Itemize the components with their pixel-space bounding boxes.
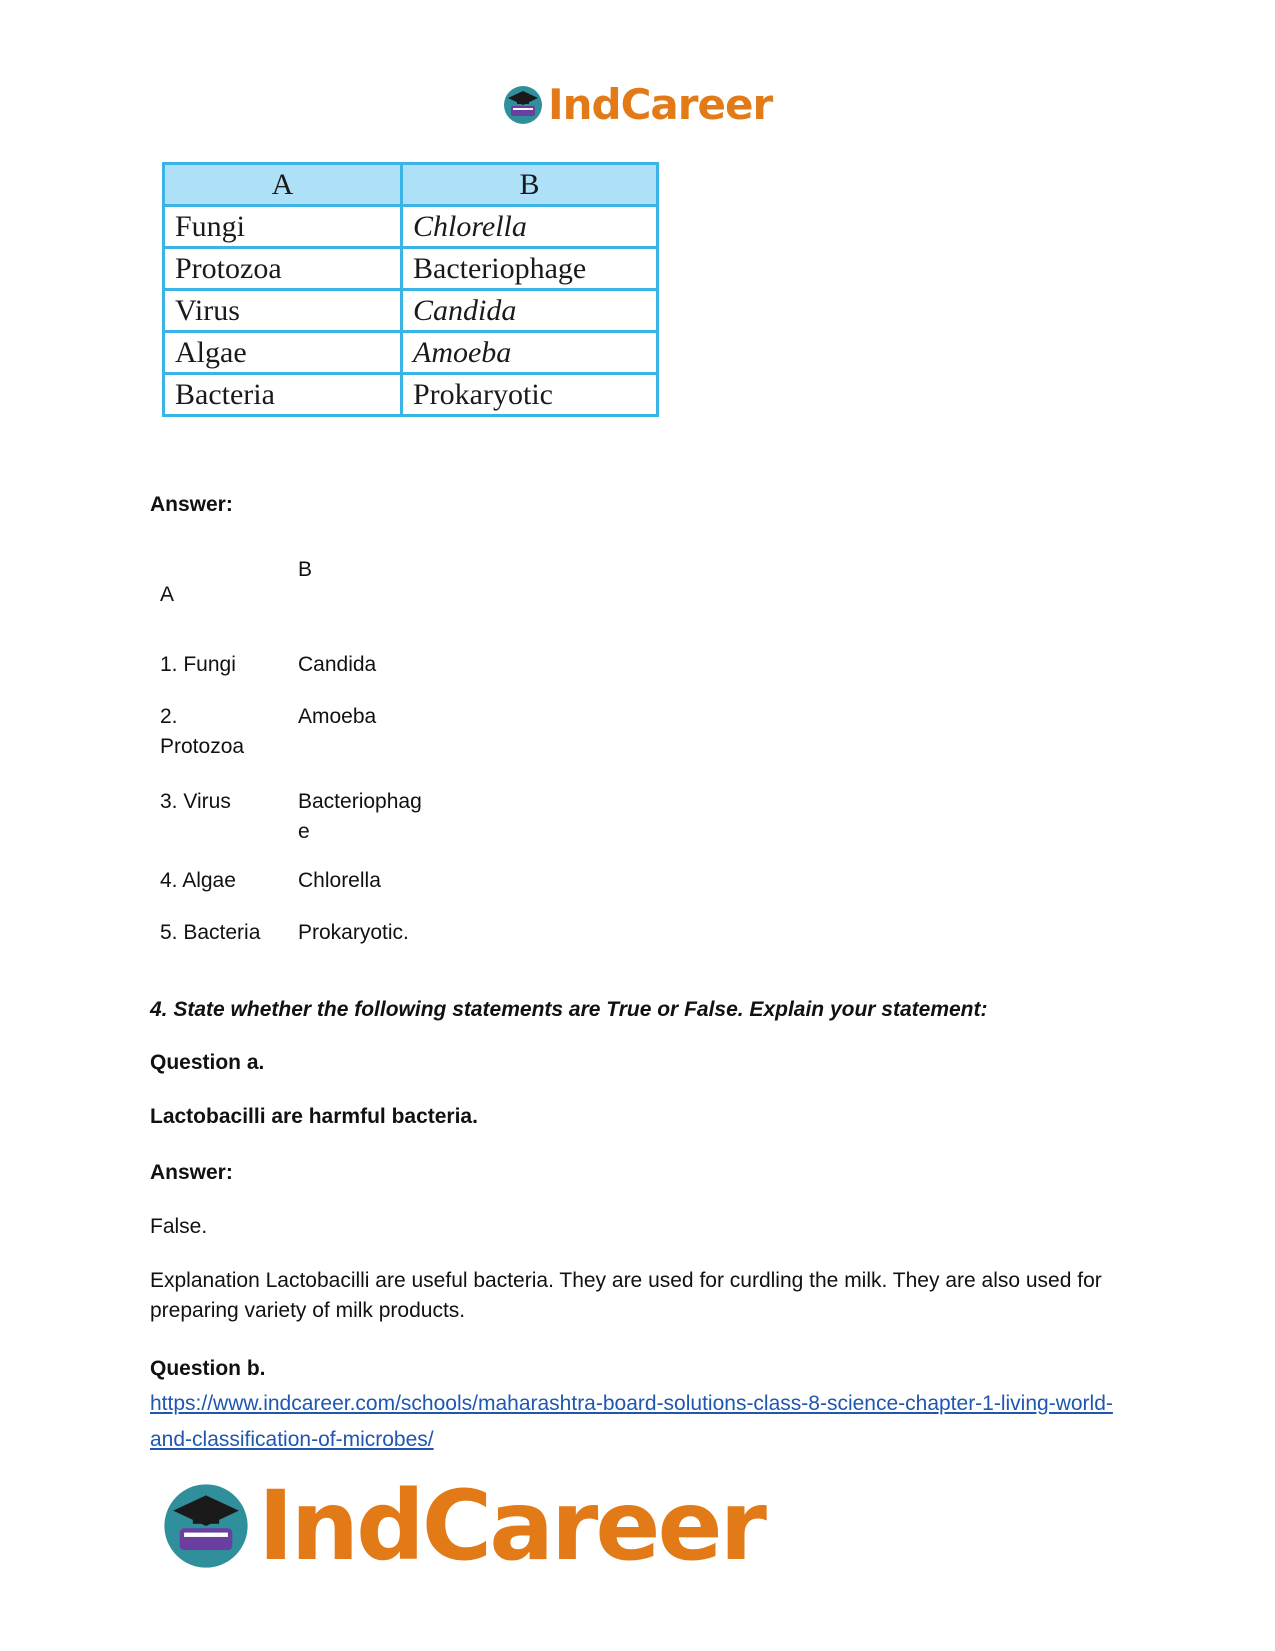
table-row [164, 374, 658, 416]
answer-column-b-header: B [298, 558, 313, 581]
column-header-b: B [402, 164, 658, 206]
question-statement: Lactobacilli are harmful bacteria. [150, 1105, 478, 1128]
cell-b: Amoeba [402, 332, 658, 374]
question-b-label: Question b. [150, 1357, 266, 1380]
answer-row-a: 2. Protozoa [160, 705, 245, 758]
answer-row-b: Amoeba [298, 705, 377, 728]
logo-text: IndCareer [258, 1470, 764, 1582]
table-row [164, 206, 658, 248]
cell-b: Bacteriophage [402, 248, 658, 290]
cell-a: Bacteria [164, 374, 402, 416]
answer-row-b: Bacteriophage [298, 790, 422, 843]
cell-a: Virus [164, 290, 402, 332]
logo-text: IndCareer [548, 80, 773, 129]
answer-row-b: Chlorella [298, 869, 381, 892]
answer-row-a: 5. Bacteria [160, 921, 261, 944]
cell-a: Algae [164, 332, 402, 374]
answer-row-b: Prokaryotic. [298, 921, 409, 944]
source-link[interactable]: https://www.indcareer.com/schools/maharashtra-board-solutions-class-8-science-chapter-1-living-world-and-classification-of-microbes/ [150, 1392, 1113, 1451]
answer-explanation: Explanation Lactobacilli are useful bacteria. They are used for curdling the milk. They are also used for preparing variety of milk products. [150, 1269, 1102, 1322]
answer-row-a: 4. Algae [160, 869, 236, 892]
table-row [164, 332, 658, 374]
answer-value: False. [150, 1215, 208, 1238]
cell-b: Prokaryotic [402, 374, 658, 416]
table-header-row [164, 164, 658, 206]
answer-label: Answer: [150, 493, 233, 516]
answer-column-a-header: A [160, 583, 175, 606]
graduation-cap-book-globe-icon [502, 84, 544, 126]
answer-row-a: 3. Virus [160, 790, 231, 813]
cell-a: Fungi [164, 206, 402, 248]
cell-b: Chlorella [402, 206, 658, 248]
footer-logo [160, 1470, 764, 1582]
answer-label: Answer: [150, 1161, 233, 1184]
cell-b: Candida [402, 290, 658, 332]
answer-row-b: Candida [298, 653, 377, 676]
column-header-a: A [164, 164, 402, 206]
question-a-label: Question a. [150, 1051, 265, 1074]
answer-row-a: 1. Fungi [160, 653, 236, 676]
header-logo [502, 80, 772, 129]
section-heading: 4. State whether the following statements are True or False. Explain your statement: [150, 998, 988, 1021]
table-row [164, 248, 658, 290]
cell-a: Protozoa [164, 248, 402, 290]
question-match-table [162, 162, 659, 417]
table-row [164, 290, 658, 332]
graduation-cap-book-globe-icon [160, 1480, 252, 1572]
